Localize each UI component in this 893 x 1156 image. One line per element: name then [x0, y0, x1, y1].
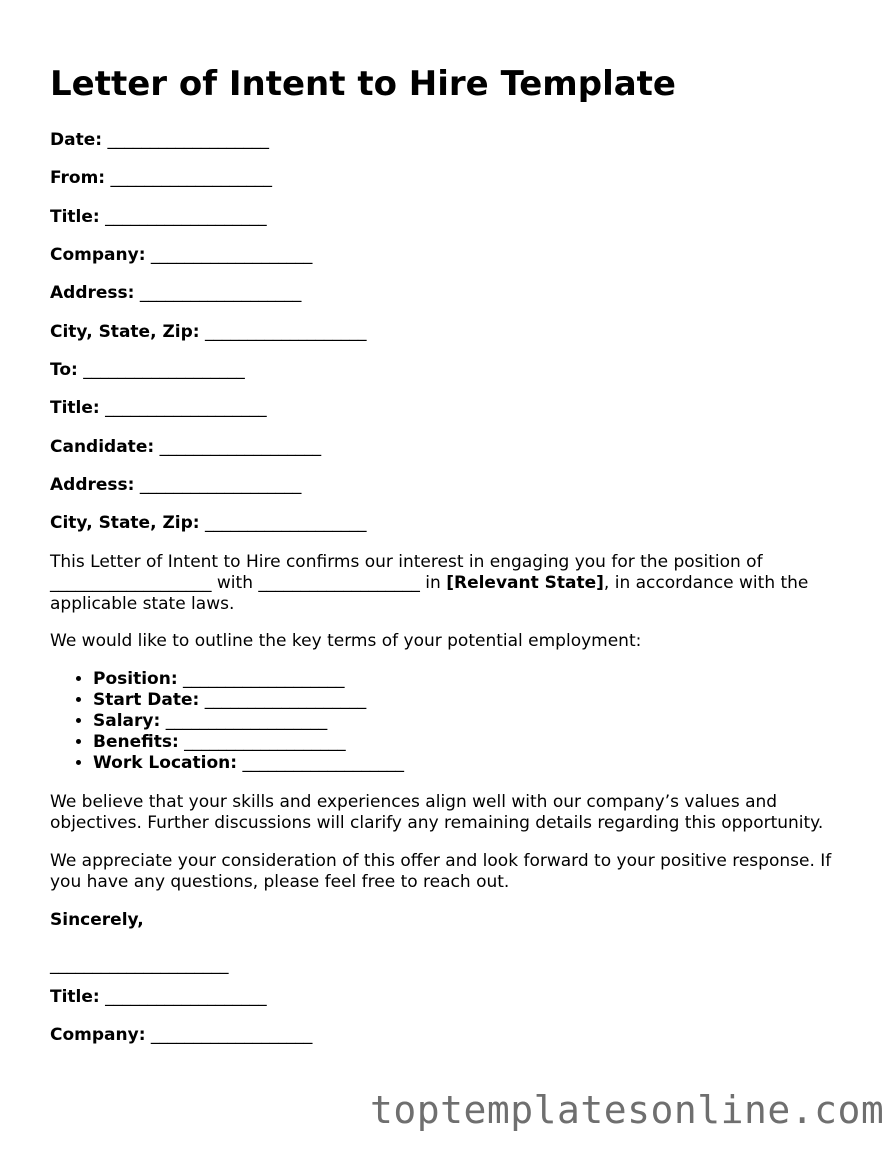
field-label: Title: [50, 207, 100, 227]
list-item [93, 711, 404, 732]
field-label: Address: [50, 475, 135, 495]
field-label: City, State, Zip: [50, 322, 200, 342]
fill-in-blank: ___________________ [184, 732, 346, 752]
field-label: Title: [50, 987, 100, 1007]
to-field [50, 360, 245, 380]
list-item [93, 669, 404, 690]
intro-in-text: in [425, 573, 441, 593]
field-label: Company: [50, 1025, 146, 1045]
closing-label: Sincerely, [50, 910, 144, 930]
signature-title-field [50, 987, 267, 1007]
company-blank: ___________________ [258, 573, 420, 593]
signature-line: _____________________ [50, 955, 229, 975]
fill-in-blank: ___________________ [150, 245, 313, 265]
fill-in-blank: ___________________ [242, 753, 404, 773]
recipient-city-state-zip-field [50, 513, 366, 533]
fill-in-blank: ___________________ [204, 690, 367, 710]
fill-in-blank: ___________________ [159, 437, 322, 457]
fill-in-blank: ___________________ [139, 283, 302, 303]
terms-list [50, 669, 404, 774]
intro-text-end: , in accordance with the applicable state laws. [50, 573, 809, 614]
intro-with-text: with [216, 573, 253, 593]
field-label: Candidate: [50, 437, 155, 457]
list-item [93, 732, 404, 753]
document-title: Letter of Intent to Hire Template [50, 64, 676, 104]
fill-in-blank: ___________________ [139, 475, 302, 495]
sender-city-state-zip-field [50, 322, 366, 342]
fill-in-blank: ___________________ [105, 207, 267, 227]
candidate-field [50, 437, 321, 457]
appreciation-paragraph: We appreciate your consideration of this offer and look forward to your positive response. If you have any questions, please feel free to reach out. [50, 851, 832, 892]
closing-text [50, 910, 144, 930]
fill-in-blank: ___________________ [107, 130, 269, 150]
from-field [50, 168, 272, 188]
term-label: Work Location: [93, 753, 238, 773]
field-label: City, State, Zip: [50, 513, 200, 533]
intro-paragraph [50, 552, 840, 615]
fill-in-blank: ___________________ [204, 322, 367, 342]
list-item [93, 753, 404, 774]
field-label: Address: [50, 283, 135, 303]
recipient-address-field [50, 475, 301, 495]
field-label: Title: [50, 398, 100, 418]
fill-in-blank: ___________________ [150, 1025, 313, 1045]
fill-in-blank: ___________________ [105, 987, 267, 1007]
outline-paragraph: We would like to outline the key terms of your potential employment: [50, 631, 642, 651]
recipient-title-field [50, 398, 267, 418]
term-label: Salary: [93, 711, 161, 731]
position-blank: ___________________ [50, 573, 212, 593]
site-watermark: toptemplatesonline.com [370, 1088, 885, 1132]
intro-text: This Letter of Intent to Hire confirms our interest in engaging you for the position of [50, 552, 763, 572]
fill-in-blank: ___________________ [105, 398, 267, 418]
fill-in-blank: ___________________ [183, 669, 345, 689]
field-label: To: [50, 360, 78, 380]
field-label: From: [50, 168, 106, 188]
relevant-state-placeholder: [Relevant State] [446, 573, 604, 593]
date-field [50, 130, 269, 150]
field-label: Date: [50, 130, 103, 150]
term-label: Start Date: [93, 690, 200, 710]
field-label: Company: [50, 245, 146, 265]
sender-title-field [50, 207, 267, 227]
term-label: Position: [93, 669, 178, 689]
fill-in-blank: ___________________ [83, 360, 245, 380]
list-item [93, 690, 404, 711]
belief-paragraph: We believe that your skills and experiences align well with our company’s values and objectives. Further discussions will clarify any remaining details regarding this opportunity. [50, 792, 824, 833]
sender-address-field [50, 283, 301, 303]
signature-company-field [50, 1025, 312, 1045]
fill-in-blank: ___________________ [165, 711, 328, 731]
fill-in-blank: ___________________ [204, 513, 367, 533]
company-field [50, 245, 312, 265]
term-label: Benefits: [93, 732, 179, 752]
fill-in-blank: ___________________ [110, 168, 273, 188]
